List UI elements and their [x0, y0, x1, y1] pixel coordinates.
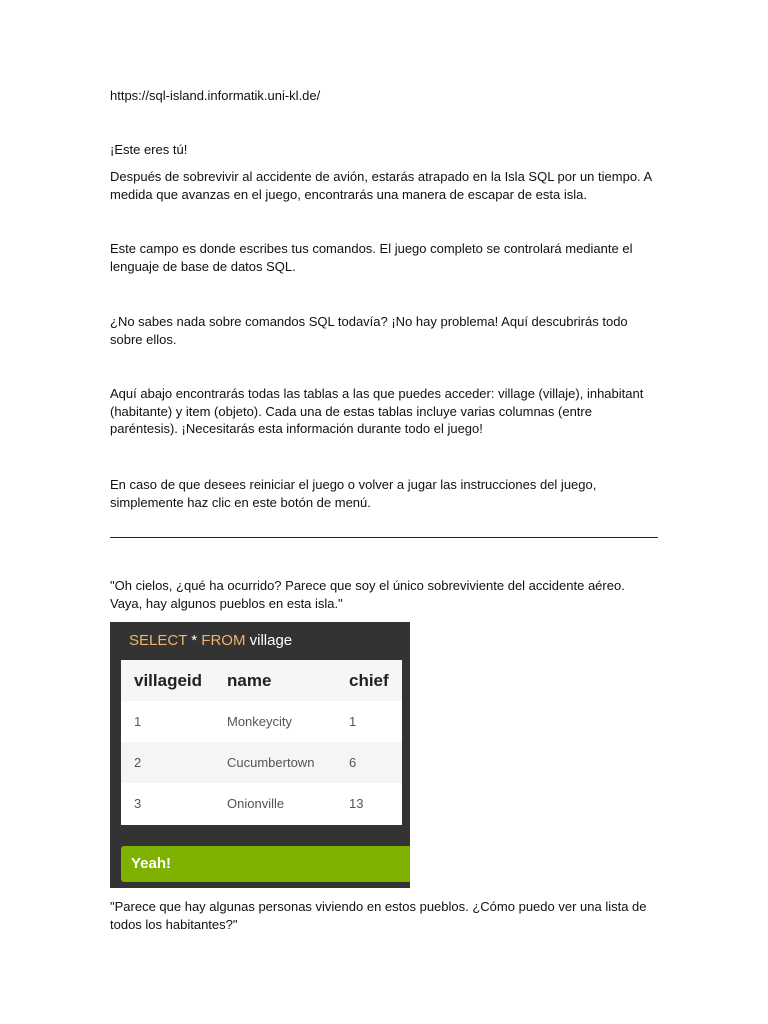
table-cell: 1 — [134, 714, 142, 729]
sql-keyword-select: SELECT — [129, 632, 188, 649]
paragraph-survive: Después de sobrevivir al accidente de avión, estarás atrapado en la Isla SQL por un tiempo. A medida que avanzas en el juego, encontrarás una manera de escapar de esta isla. — [110, 169, 652, 202]
table-cell: Onionville — [227, 796, 285, 811]
table-cell: 3 — [134, 796, 142, 811]
table-cell: 1 — [349, 714, 357, 729]
table-row — [121, 701, 402, 742]
sql-query — [129, 632, 292, 649]
column-header-chief: chief — [349, 671, 389, 690]
table-cell: Cucumbertown — [227, 755, 315, 770]
paragraph-command-field: Este campo es donde escribes tus comandos. El juego completo se controlará mediante el lenguaje de base de datos SQL. — [110, 241, 633, 274]
sql-result-screenshot — [110, 622, 410, 888]
table-cell: Monkeycity — [227, 714, 293, 729]
table-row — [121, 742, 402, 783]
paragraph-intro: ¡Este eres tú! — [110, 142, 188, 157]
table-row — [121, 783, 402, 824]
paragraph-tables: Aquí abajo encontrarás todas las tablas a las que puedes acceder: village (villaje), inhabitant (habitante) y item (objeto). Cada una de estas tablas incluye varias columnas (entre paréntesis). ¡Necesitarás esta información durante todo el juego! — [110, 386, 644, 436]
sql-keyword-from: FROM — [201, 632, 246, 649]
table-header-row — [121, 660, 402, 701]
sql-table-name: village — [249, 632, 293, 649]
table-cell: 6 — [349, 755, 357, 770]
column-header-villageid: villageid — [134, 671, 203, 690]
paragraph-quote-inhabitants: "Parece que hay algunas personas viviendo en estos pueblos. ¿Cómo puedo ver una lista de todos los habitantes?" — [110, 899, 647, 932]
paragraph-sql-help: ¿No sabes nada sobre comandos SQL todavía? ¡No hay problema! Aquí descubrirás todo sobre ellos. — [110, 314, 628, 347]
table-cell: 13 — [349, 796, 364, 811]
paragraph-menu: En caso de que desees reiniciar el juego o volver a jugar las instrucciones del juego, simplemente haz clic en este botón de menú. — [110, 477, 597, 510]
paragraph-quote-villages: "Oh cielos, ¿qué ha ocurrido? Parece que soy el único sobreviviente del accidente aéreo. Vaya, hay algunos pueblos en esta isla." — [110, 578, 625, 611]
table-cell: 2 — [134, 755, 142, 770]
yeah-button: Yeah! — [121, 846, 410, 882]
column-header-name: name — [227, 671, 272, 690]
result-table — [121, 660, 402, 825]
url-text: https://sql-island.informatik.uni-kl.de/ — [110, 88, 321, 103]
horizontal-rule — [110, 537, 658, 538]
sql-star: * — [191, 632, 198, 649]
